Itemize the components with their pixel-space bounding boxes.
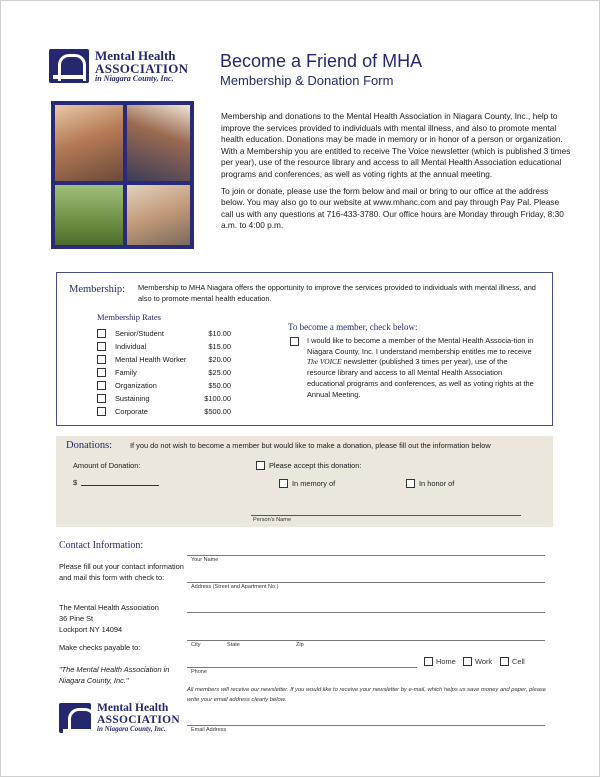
accept-donation-option[interactable] [256, 461, 361, 470]
rate-name: Sustaining [115, 393, 150, 403]
home-label: Home [436, 657, 456, 666]
rate-sustaining[interactable] [97, 392, 237, 404]
page-title: Become a Friend of MHA [220, 51, 423, 71]
intro-paragraph-1: Membership and donations to the Mental Health Association in Niagara County, Inc., help to improve the services provided to individuals with mental illness, and also to promote mental health education. Donations may be made in memory or in honor of a person or organization. With a Membership you are entitled to receive The Voice newsletter (which is published 3 times per year), use of the resource library and access to all Mental Health Association educational programs and conferences, as well as voting rights at the annual meeting. [221, 111, 571, 179]
address-line2: 36 Pine St [59, 614, 94, 623]
checkbox[interactable] [97, 381, 106, 390]
payee-name: "The Mental Health Association in Niagara County, Inc." [59, 665, 170, 685]
checks-payable-label: Make checks payable to: [59, 643, 141, 652]
logo-line1: Mental Health [95, 48, 176, 63]
contact-instructions: Please fill out your contact information and mail this form with check to: [59, 562, 184, 582]
checkbox[interactable] [97, 368, 106, 377]
persons-name-line[interactable] [251, 515, 521, 516]
checkbox[interactable] [97, 329, 106, 338]
join-text-part2: newsletter (published 3 times per year), use of the resource library and access to all Mental Health Association educational programs and conferences, as well as voting rights at the Annual Meeting. [307, 357, 534, 399]
checkbox[interactable] [279, 479, 288, 488]
checkbox[interactable] [500, 657, 509, 666]
amount-input-line[interactable] [81, 485, 159, 486]
membership-description: Membership to MHA Niagara offers the opportunity to improve the services provided to individuals with mental illness, and also to promote mental health education. [138, 283, 536, 303]
mailing-address [59, 602, 159, 635]
rate-price: $15.00 [208, 341, 231, 351]
checkbox[interactable] [424, 657, 433, 666]
contact-title: Contact Information: [59, 540, 144, 551]
address-line1: The Mental Health Association [59, 603, 159, 612]
rate-name: Family [115, 367, 137, 377]
photo-family-park [55, 185, 123, 245]
bell-logo-icon [59, 703, 91, 733]
checkbox[interactable] [463, 657, 472, 666]
mha-logo-bottom [59, 703, 180, 733]
become-member-checkbox[interactable] [290, 337, 299, 346]
city-label: City [191, 642, 201, 648]
checkbox[interactable] [97, 394, 106, 403]
in-memory-option[interactable] [279, 479, 335, 488]
state-label: State [227, 642, 240, 648]
intro-paragraph-2: To join or donate, please use the form below and mail or bring to our office at the address below. You may also go to our website at www.mhanc.com and pay through Pay Pal. Please call us with any questions at 716-433-3780. Our office hours are Monday through Friday, 8:30 a.m. to 4:00 p.m. [221, 185, 564, 231]
photo-grandparent-child [127, 185, 190, 245]
join-text [307, 336, 537, 400]
rate-organization[interactable] [97, 379, 237, 391]
phone-line[interactable] [187, 667, 417, 668]
phone-label: Phone [191, 669, 207, 675]
page-subtitle: Membership & Donation Form [220, 73, 394, 88]
family-photo-collage [51, 101, 194, 249]
newsletter-note: All members will receive our newsletter. If you would like to receive your newsletter by e-mail, which helps us save money and paper, please write your email address clearly below. [187, 687, 547, 703]
work-label: Work [475, 657, 493, 666]
bell-logo-icon [49, 49, 89, 83]
phone-work-option[interactable] [463, 657, 492, 666]
checkbox[interactable] [406, 479, 415, 488]
persons-name-label: Person's Name [253, 517, 292, 523]
membership-label: Membership: [69, 284, 125, 295]
rate-price: $10.00 [208, 328, 231, 338]
donations-label: Donations: [66, 440, 113, 451]
checkbox[interactable] [97, 407, 106, 416]
address-label: Address (Street and Apartment No.) [191, 584, 279, 590]
rate-price: $20.00 [208, 354, 231, 364]
rate-price: $500.00 [204, 406, 231, 416]
your-name-label: Your Name [191, 557, 219, 563]
city-state-zip-line[interactable] [187, 640, 545, 641]
checkbox[interactable] [97, 342, 106, 351]
amount-label: Amount of Donation: [73, 461, 141, 470]
join-text-part1: I would like to become a member of the Mental Health Associa-tion in Niagara County, Inc. I understand membership entitles me to receive [307, 336, 534, 356]
intro-text [221, 111, 573, 237]
voice-newsletter-name: The VOICE [307, 357, 342, 367]
address-line3: Lockport NY 14094 [59, 625, 123, 634]
logo-line3: in Niagara County, Inc. [97, 725, 166, 733]
accept-donation-label: Please accept this donation: [269, 461, 362, 470]
in-honor-label: In honor of [419, 479, 455, 488]
cell-label: Cell [512, 657, 525, 666]
in-honor-option[interactable] [406, 479, 454, 488]
photo-father-child [127, 105, 190, 181]
rate-name: Corporate [115, 406, 148, 416]
logo-line2: ASSOCIATION [95, 61, 189, 76]
your-name-line[interactable] [187, 555, 545, 556]
zip-label: Zip [296, 642, 304, 648]
rate-name: Individual [115, 341, 147, 351]
logo-line3: in Niagara County, Inc. [95, 74, 174, 83]
rate-family[interactable] [97, 366, 237, 378]
rate-name: Senior/Student [115, 328, 164, 338]
rate-individual[interactable] [97, 340, 237, 352]
join-title: To become a member, check below: [288, 322, 418, 332]
phone-cell-option[interactable] [500, 657, 525, 666]
logo-line1: Mental Health [97, 702, 169, 714]
rate-name: Organization [115, 380, 157, 390]
email-line[interactable] [187, 725, 545, 726]
checkbox[interactable] [97, 355, 106, 364]
donations-intro: If you do not wish to become a member but would like to make a donation, please fill out the information below [130, 441, 491, 450]
photo-mother-child [55, 105, 123, 181]
rate-price: $50.00 [208, 380, 231, 390]
rate-mental-health-worker[interactable] [97, 353, 237, 365]
rate-name: Mental Health Worker [115, 354, 187, 364]
membership-rates-title: Membership Rates [97, 312, 161, 322]
rate-senior-student[interactable] [97, 327, 237, 339]
dollar-sign: $ [73, 478, 78, 487]
checkbox[interactable] [256, 461, 265, 470]
in-memory-label: In memory of [292, 479, 336, 488]
mha-logo [49, 49, 188, 83]
rate-corporate[interactable] [97, 405, 237, 417]
email-label: Email Address [191, 727, 227, 733]
address-line[interactable] [187, 582, 545, 583]
logo-line2: ASSOCIATION [97, 713, 180, 726]
phone-home-option[interactable] [424, 657, 456, 666]
rate-price: $25.00 [208, 367, 231, 377]
address-line-2[interactable] [187, 612, 545, 613]
rate-price: $100.00 [204, 393, 231, 403]
